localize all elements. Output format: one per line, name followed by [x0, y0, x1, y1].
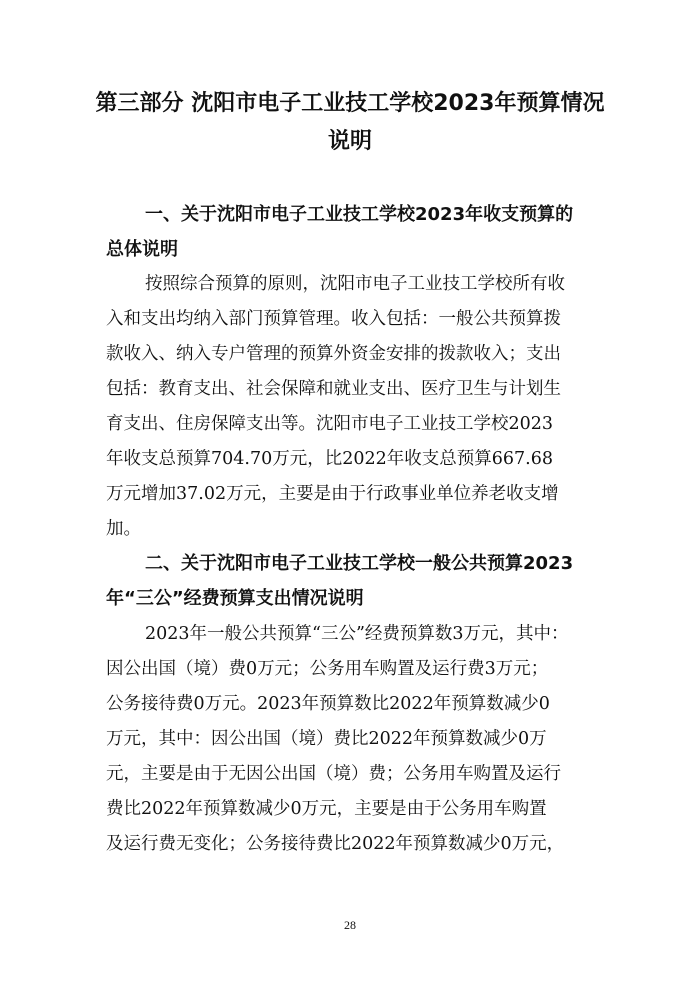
section-2-paragraph-line: 及运行费无变化；公务接待费比2022年预算数减少0万元， — [106, 834, 565, 854]
section-1-heading-line-2: 总体说明 — [106, 239, 178, 260]
section-1-heading-line-1: 一、关于沈阳市电子工业技工学校2023年收支预算的 — [145, 204, 574, 225]
section-1-paragraph-line: 入和支出均纳入部门预算管理。收入包括：一般公共预算拨 — [106, 309, 561, 329]
section-1-paragraph-line: 款收入、纳入专户管理的预算外资金安排的拨款收入；支出 — [106, 344, 561, 364]
document-title-line-1: 第三部分 沈阳市电子工业技工学校2023年预算情况 — [95, 91, 605, 116]
section-1-paragraph-line: 按照综合预算的原则，沈阳市电子工业技工学校所有收 — [145, 274, 565, 294]
section-2-paragraph-line: 万元，其中：因公出国（境）费比2022年预算数减少0万 — [106, 729, 547, 749]
page-number: 28 — [344, 918, 356, 932]
section-2-paragraph-line: 费比2022年预算数减少0万元，主要是由于公务用车购置 — [106, 799, 547, 819]
section-1-paragraph-line: 万元增加37.02万元，主要是由于行政事业单位养老收支增 — [106, 484, 559, 504]
section-2-paragraph-line: 公务接待费0万元。2023年预算数比2022年预算数减少0 — [106, 694, 550, 714]
section-1-paragraph-line: 包括：教育支出、社会保障和就业支出、医疗卫生与计划生 — [106, 379, 561, 399]
section-2-paragraph-line: 元，主要是由于无因公出国（境）费；公务用车购置及运行 — [106, 764, 561, 784]
document-title-line-2: 说明 — [327, 129, 372, 154]
section-2-paragraph-line: 因公出国（境）费0万元；公务用车购置及运行费3万元； — [106, 659, 549, 679]
section-2-paragraph-line: 2023年一般公共预算“三公”经费预算数3万元，其中： — [145, 624, 569, 644]
section-1-paragraph-line: 加。 — [106, 519, 141, 539]
section-2-heading-line-1: 二、关于沈阳市电子工业技工学校一般公共预算2023 — [145, 553, 574, 574]
section-2-heading-line-2: 年“三公”经费预算支出情况说明 — [106, 588, 364, 609]
section-1-paragraph-line: 育支出、住房保障支出等。沈阳市电子工业技工学校2023 — [106, 414, 554, 434]
section-1-paragraph-line: 年收支总预算704.70万元，比2022年收支总预算667.68 — [106, 449, 554, 469]
